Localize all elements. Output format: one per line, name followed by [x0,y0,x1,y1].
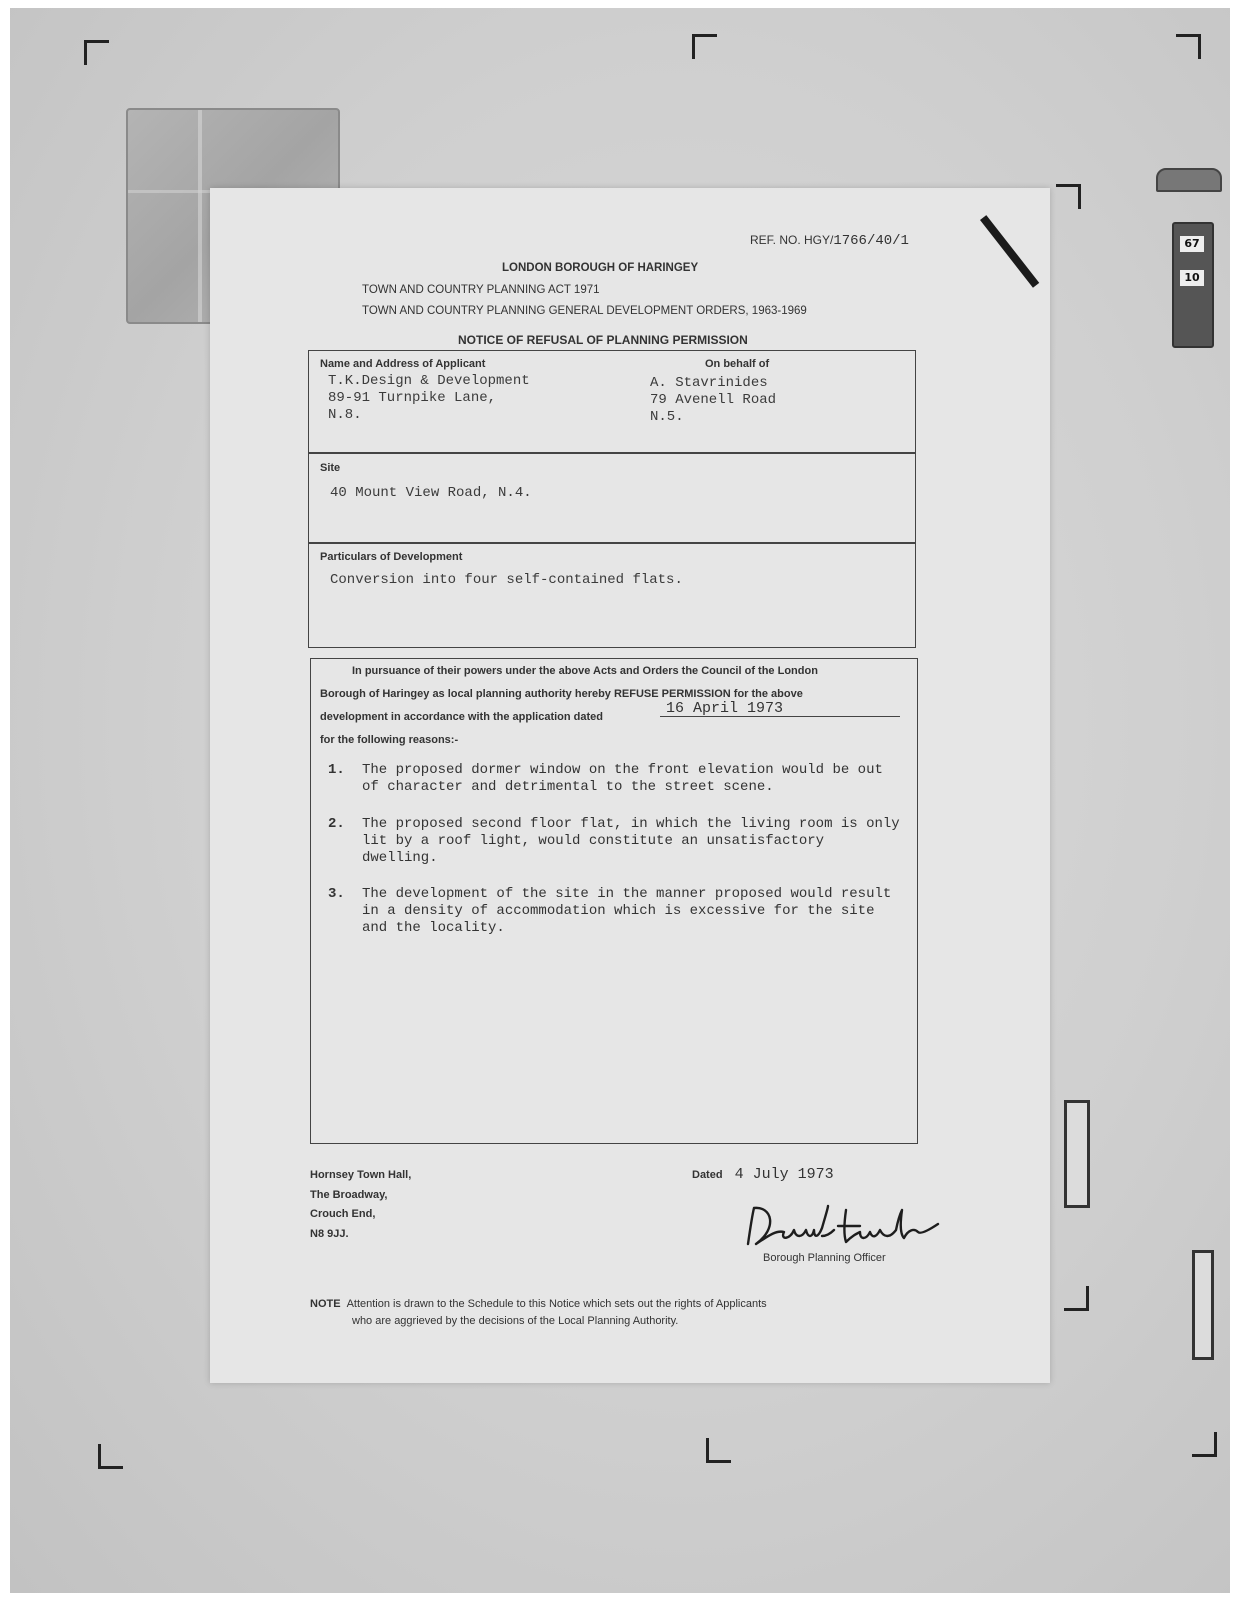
applicant-line-3: N.8. [328,407,362,423]
application-date: 16 April 1973 [666,700,784,717]
crop-mark-top-left [84,40,109,65]
binder-clip [1172,222,1214,348]
reference-number [750,233,909,249]
reason-2-number: 2. [328,816,345,832]
reason-3-text: The development of the site in the manner proposed would result in a density of accommodation which is excessive for the site and the locality. [362,886,892,936]
reason-3-number: 3. [328,886,345,902]
schedule-note [310,1296,920,1330]
crop-mark-paper-bottom-right [1064,1286,1089,1311]
behalf-line-2: 79 Avenell Road [650,392,777,408]
ref-value: 1766/40/1 [833,233,909,249]
particulars-value: Conversion into four self-contained flats. [330,572,683,588]
crop-mark-top-right [1176,34,1201,59]
dated-value: 4 July 1973 [734,1166,834,1183]
on-behalf-label: On behalf of [705,358,770,370]
decision-line-3: development in accordance with the application dated [320,711,603,723]
crop-mark-bottom-right [1192,1432,1217,1457]
crop-mark-paper-top-right [1056,184,1081,209]
note-line-2: who are aggrieved by the decisions of the Local Planning Authority. [352,1315,679,1327]
notice-title: NOTICE OF REFUSAL OF PLANNING PERMISSION [458,333,748,347]
crop-mark-bottom-center [706,1438,731,1463]
address-line-4: N8 9JJ. [310,1227,349,1240]
behalf-line-3: N.5. [650,409,684,425]
particulars-label: Particulars of Development [320,551,463,563]
dated-field [692,1166,834,1183]
address-line-1: Hornsey Town Hall, [310,1169,412,1181]
act-heading: TOWN AND COUNTRY PLANNING ACT 1971 [362,284,600,296]
orders-heading: TOWN AND COUNTRY PLANNING GENERAL DEVELOPMENT ORDERS, 1963-1969 [362,305,807,317]
address-line-2: The Broadway, [310,1188,388,1201]
behalf-line-1: A. Stavrinides [650,375,768,391]
crop-mark-top-center [692,34,717,59]
note-label: NOTE [310,1298,341,1310]
reason-1-text: The proposed dormer window on the front elevation would be out of character and detrimental to the street scene. [362,762,883,795]
reason-2-text: The proposed second floor flat, in which the living room is only lit by a roof light, would constitute an unsatisfactory dwelling. [362,816,900,866]
borough-heading: LONDON BOROUGH OF HARINGEY [502,262,699,274]
side-frame-lower [1192,1250,1214,1360]
applicant-line-2: 89-91 Turnpike Lane, [328,390,497,406]
signature [742,1200,952,1252]
site-label: Site [320,462,341,474]
address-line-3: Crouch End, [310,1208,376,1220]
side-frame-upper [1064,1100,1090,1208]
clip-top [1156,168,1222,192]
crop-mark-bottom-left [98,1444,123,1469]
ref-prefix: REF. NO. HGY/ [750,233,834,247]
reason-1-number: 1. [328,762,345,778]
dated-label: Dated [692,1169,723,1181]
decision-line-1: In pursuance of their powers under the above Acts and Orders the Council of the London [352,665,818,677]
office-address [310,1166,411,1244]
officer-title: Borough Planning Officer [763,1252,886,1264]
clip-label-2: 10 [1180,270,1204,286]
clip-label-1: 67 [1180,236,1204,252]
site-value: 40 Mount View Road, N.4. [330,485,532,501]
decision-line-4: for the following reasons:- [320,734,459,746]
applicant-label: Name and Address of Applicant [320,358,486,370]
note-line-1: Attention is drawn to the Schedule to this Notice which sets out the rights of Applicants [346,1298,767,1310]
decision-line-2: Borough of Haringey as local planning authority hereby REFUSE PERMISSION for the above [320,688,803,700]
applicant-line-1: T.K.Design & Development [328,373,530,389]
